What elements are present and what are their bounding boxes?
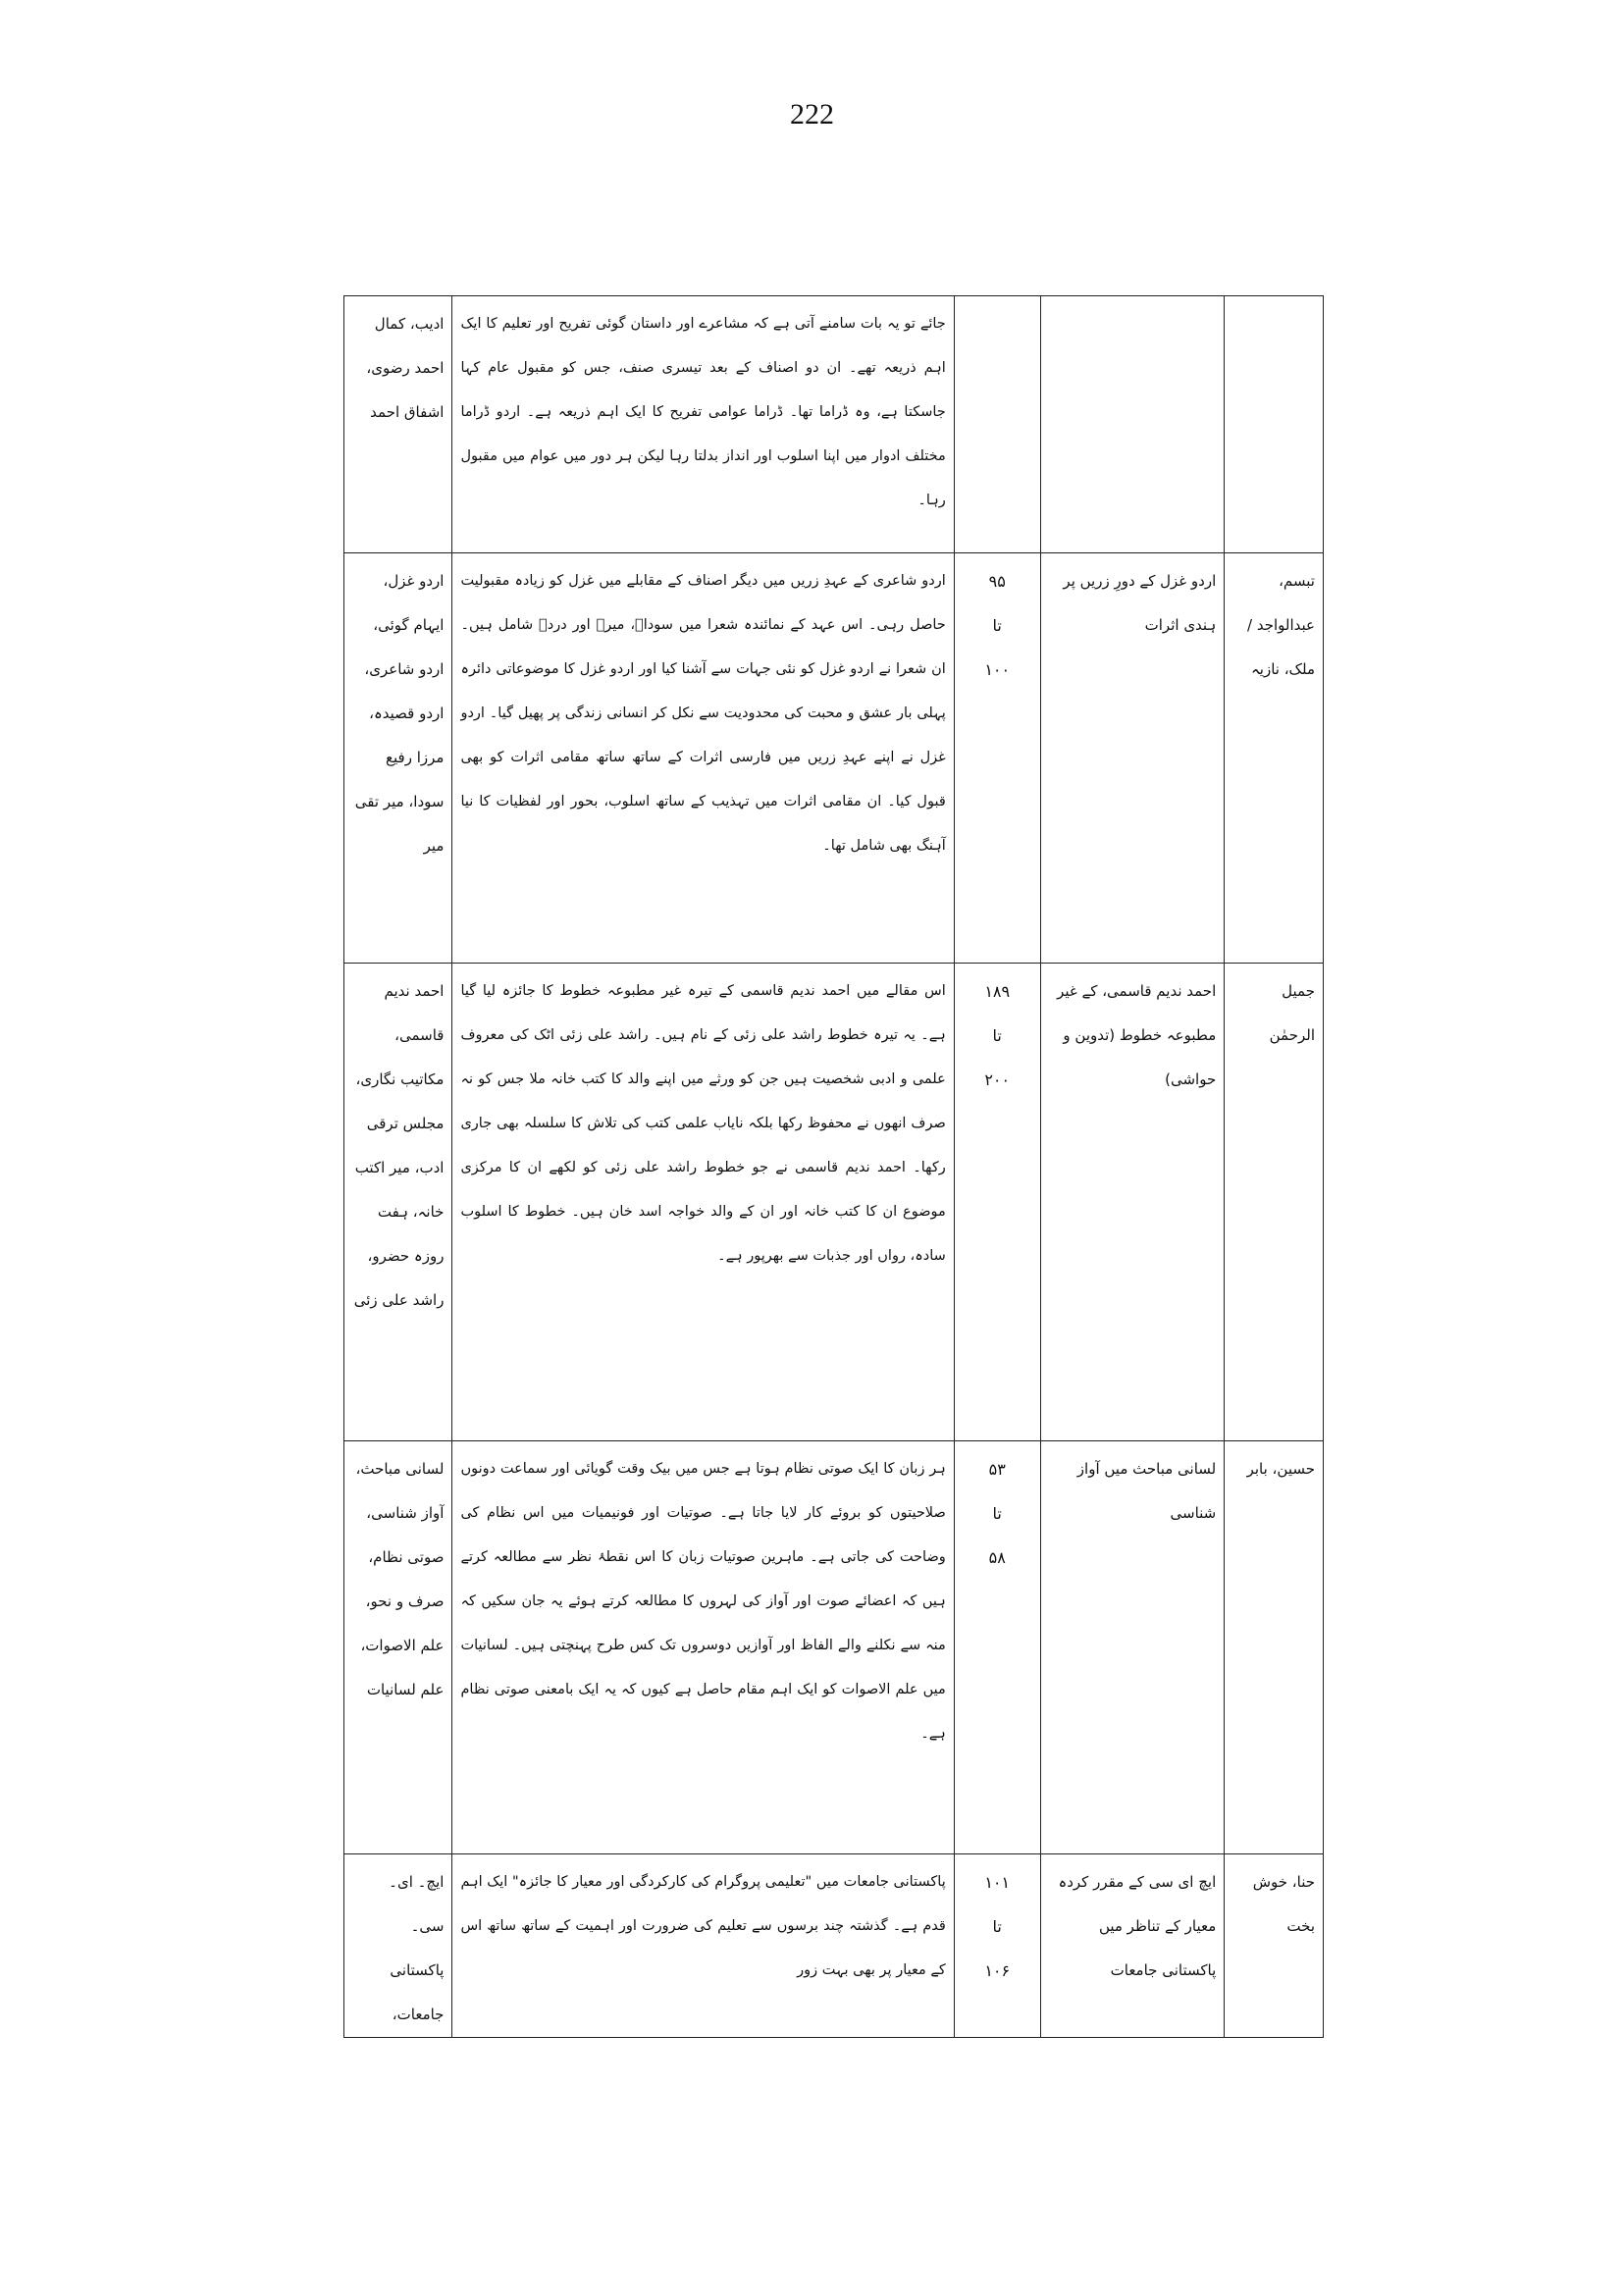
page-number: 222 xyxy=(790,98,834,130)
author-cell xyxy=(1225,964,1324,1441)
author-cell xyxy=(1225,553,1324,964)
abstract-cell xyxy=(452,1441,954,1854)
keywords-cell xyxy=(344,1854,452,2038)
title-text: اردو غزل کے دورِ زریں پر ہندی اثرات xyxy=(1063,572,1217,634)
title-cell xyxy=(1040,964,1225,1441)
table-row xyxy=(344,1854,1324,2038)
page-to: ۵۸ xyxy=(988,1548,1006,1567)
keywords-cell xyxy=(344,1441,452,1854)
page-from: ۵۳ xyxy=(988,1460,1006,1479)
title-cell xyxy=(1040,553,1225,964)
table-row xyxy=(344,1441,1324,1854)
page-from: ۱۰۱ xyxy=(984,1873,1011,1892)
page-to-word: تا xyxy=(992,1917,1002,1936)
keywords-text: لسانی مباحث، آواز شناسی، صوتی نظام، صرف و نحو، علم الاصوات، علم لسانیات xyxy=(355,1460,445,1698)
abstract-text: ہر زبان کا ایک صوتی نظام ہوتا ہے جس میں بیک وقت گویائی اور سماعت دونوں صلاحیتوں کو بروئے کار لایا جاتا ہے۔ صوتیات اور فونیمیات میں اس نظام کی وضاحت کی جاتی ہے۔ ماہرین صوتیات زبان کا اس نقطۂ نظر سے مطالعہ کرتے ہیں کہ اعضائے صوت اور آواز کی لہروں کا مطالعہ کرتے ہوئے یہ جان سکیں کہ منہ سے نکلنے والے الفاظ اور آوازیں دوسروں تک کس طرح پہنچتی ہیں۔ لسانیات میں علم الاصوات کو ایک اہم مقام حاصل ہے کیوں کہ یہ ایک بامعنی صوتی نظام ہے۔ xyxy=(460,1461,946,1742)
author-cell xyxy=(1225,296,1324,553)
pages-cell xyxy=(954,296,1040,553)
pages-cell xyxy=(954,1441,1040,1854)
abstract-cell xyxy=(452,296,954,553)
keywords-cell xyxy=(344,964,452,1441)
title-cell xyxy=(1040,1441,1225,1854)
page-from: ۹۵ xyxy=(988,572,1006,591)
author-cell xyxy=(1225,1854,1324,2038)
keywords-cell xyxy=(344,296,452,553)
page-to-word: تا xyxy=(992,616,1002,635)
abstract-text: اردو شاعری کے عہدِ زریں میں دیگر اصناف کے مقابلے میں غزل کو زیادہ مقبولیت حاصل رہی۔ اس عہد کے نمائندہ شعرا میں سوداؔ، میرؔ اور دردؔ شامل ہیں۔ ان شعرا نے اردو غزل کو نئی جہات سے آشنا کیا اور اردو غزل کا موضوعاتی دائرہ پہلی بار عشق و محبت کی محدودیت سے نکل کر انسانی زندگی پر پھیل گیا۔ اردو غزل نے اپنے عہدِ زریں میں فارسی اثرات کے ساتھ ساتھ مقامی اثرات کو بھی قبول کیا۔ ان مقامی اثرات میں تہذیب کے ساتھ اسلوب، بحور اور لفظیات کا نیا آہنگ بھی شامل تھا۔ xyxy=(460,573,946,854)
page-to-word: تا xyxy=(992,1026,1002,1045)
pages-cell xyxy=(954,553,1040,964)
author-text: حنا، خوش بخت xyxy=(1252,1873,1315,1935)
keywords-text: احمد ندیم قاسمی، مکاتیب نگاری، مجلس ترقی ادب، میر اکتب خانہ، ہفت روزہ حضرو، راشد علی زئی xyxy=(353,982,445,1309)
title-text: احمد ندیم قاسمی، کے غیر مطبوعہ خطوط (تدوین و حواشی) xyxy=(1057,982,1217,1088)
title-text: ایچ ای سی کے مقرر کردہ معیار کے تناظر میں پاکستانی جامعات xyxy=(1058,1873,1217,1979)
keywords-text: ادیب، کمال احمد رضوی، اشفاق احمد xyxy=(366,315,445,421)
page-from: ۱۸۹ xyxy=(984,982,1011,1001)
table-row xyxy=(344,553,1324,964)
keywords-cell xyxy=(344,553,452,964)
abstract-cell xyxy=(452,1854,954,2038)
author-text: حسین، بابر xyxy=(1246,1460,1315,1478)
page-to: ۱۰۰ xyxy=(984,660,1011,679)
articles-index-table xyxy=(343,295,1324,2038)
table-row xyxy=(344,296,1324,553)
pages-cell xyxy=(954,1854,1040,2038)
page-to-word: تا xyxy=(992,1504,1002,1523)
title-cell xyxy=(1040,1854,1225,2038)
title-cell xyxy=(1040,296,1225,553)
page-to: ۲۰۰ xyxy=(984,1070,1011,1089)
abstract-cell xyxy=(452,553,954,964)
keywords-text: ایچ۔ ای۔ سی۔ پاکستانی جامعات، xyxy=(389,1873,445,2023)
title-text: لسانی مباحث میں آواز شناسی xyxy=(1076,1460,1217,1522)
page-to: ۱۰۶ xyxy=(984,1961,1011,1980)
abstract-cell xyxy=(452,964,954,1441)
pages-cell xyxy=(954,964,1040,1441)
author-text: تبسم، عبدالواجد / ملک، نازیہ xyxy=(1247,572,1315,678)
keywords-text: اردو غزل، ایہام گوئی، اردو شاعری، اردو قصیدہ، مرزا رفیع سودا، میر تقی میر xyxy=(354,572,445,855)
author-text: جمیل الرحمٰن xyxy=(1269,982,1315,1044)
abstract-text: اس مقالے میں احمد ندیم قاسمی کے تیرہ غیر مطبوعہ خطوط کا جائزہ لیا گیا ہے۔ یہ تیرہ خطوط راشد علی زئی کے نام ہیں۔ راشد علی زئی اٹک کی معروف علمی و ادبی شخصیت ہیں جن کو ورثے میں اپنے والد کا کتب خانہ ملا جس کو نہ صرف انھوں نے محفوظ رکھا بلکہ نایاب علمی کتب کی تلاش کا سلسلہ بھی جاری رکھا۔ احمد ندیم قاسمی نے جو خطوط راشد علی زئی کو لکھے ان کا مرکزی موضوع ان کا کتب خانہ اور ان کے والد خواجہ اسد خان ہیں۔ خطوط کا اسلوب سادہ، رواں اور جذبات سے بھرپور ہے۔ xyxy=(460,983,946,1264)
abstract-text: پاکستانی جامعات میں "تعلیمی پروگرام کی کارکردگی اور معیار کا جائزہ" ایک اہم قدم ہے۔ گذشتہ چند برسوں سے تعلیم کی ضرورت اور اہمیت کے ساتھ ساتھ اس کے معیار پر بھی بہت زور xyxy=(460,1874,946,1978)
abstract-text: جائے تو یہ بات سامنے آتی ہے کہ مشاعرے اور داستان گوئی تفریح اور تعلیم کا ایک اہم ذریعہ تھے۔ ان دو اصناف کے بعد تیسری صنف، جس کو مقبول عام کہا جاسکتا ہے، وہ ڈراما تھا۔ ڈراما عوامی تفریح کا ایک اہم ذریعہ ہے۔ اردو ڈراما مختلف ادوار میں اپنا اسلوب اور انداز بدلتا رہا لیکن ہر دور میں عوام میں مقبول رہا۔ xyxy=(460,316,946,508)
author-cell xyxy=(1225,1441,1324,1854)
table-row xyxy=(344,964,1324,1441)
